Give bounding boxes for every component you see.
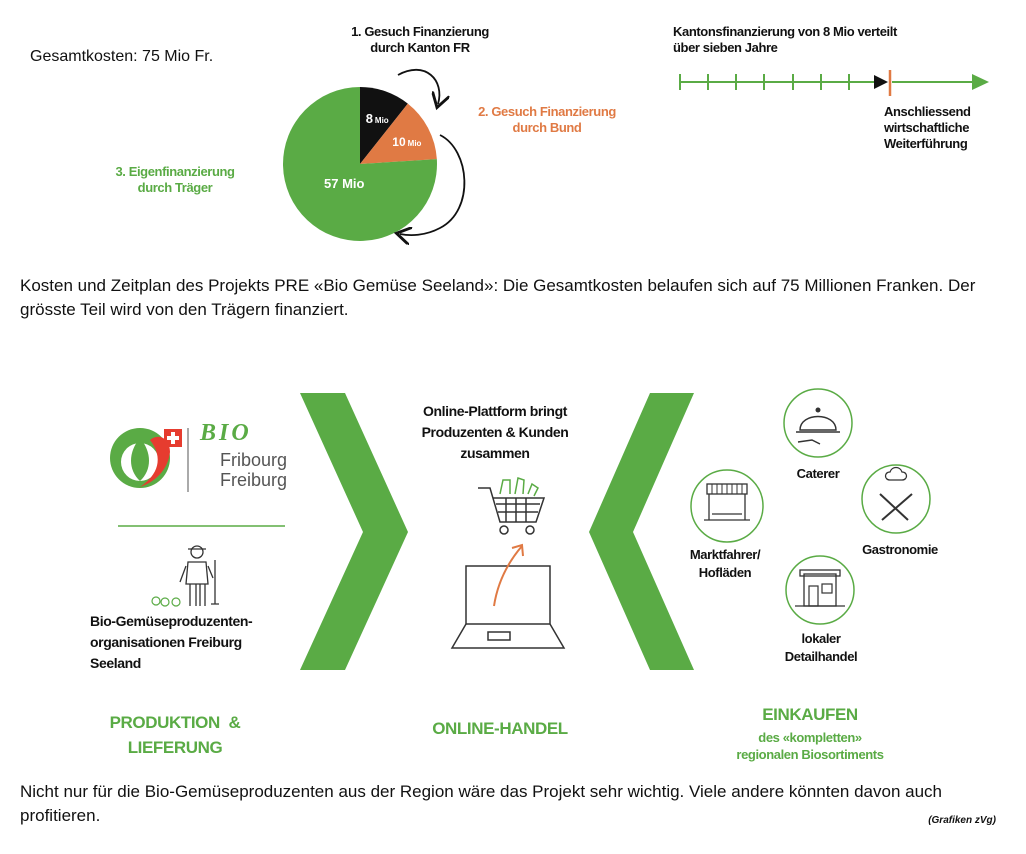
buy-sub-line1: des «kompletten» — [758, 730, 862, 745]
platform-line2: Produzenten & Kunden — [421, 424, 569, 440]
shop-icon — [786, 556, 854, 624]
timeline-after-line1: Anschliessend — [884, 104, 971, 119]
laptop-icon — [452, 566, 564, 648]
producer-line2: organisationen Freiburg — [90, 634, 242, 650]
timeline-after-line3: Weiterführung — [884, 136, 968, 151]
total-costs-label: Gesamtkosten: 75 Mio Fr. — [30, 48, 214, 65]
caption-impact: Nicht nur für die Bio-Gemüseproduzenten aus der Region wäre das Projekt sehr wichtig. Viele andere könnten davon auch profitieren. — [20, 782, 943, 825]
bund-label-line1: 2. Gesuch Finanzierung — [478, 104, 616, 119]
caterer-icon — [784, 389, 852, 457]
own-financing-label — [100, 164, 250, 196]
section-online: ONLINE-HANDEL — [432, 719, 568, 738]
canton-financing-label — [330, 24, 510, 56]
platform-line1: Online-Plattform bringt — [422, 403, 567, 419]
logo-line1: Fribourg — [220, 450, 288, 470]
logo-line2: Freiburg — [220, 470, 288, 490]
image-credit: (Grafiken zVg) — [928, 815, 996, 826]
buy-sub-line2: regionalen Biosortiments — [736, 747, 884, 762]
gastronomy-icon — [862, 465, 930, 533]
upload-arrow-icon — [494, 545, 523, 606]
farmer-icon — [180, 546, 219, 606]
shopping-cart-icon — [478, 478, 544, 534]
producer-line3: Seeland — [90, 655, 141, 671]
retail-line1: lokaler — [801, 631, 841, 646]
timeline-after-line2: wirtschaftliche — [884, 120, 970, 135]
canton-label-line1: 1. Gesuch Finanzierung — [351, 24, 489, 39]
timeline — [680, 70, 989, 96]
bund-label-line2: durch Bund — [512, 120, 582, 135]
pie-value-bund: 10 Mio — [392, 134, 422, 149]
producer-line1: Bio-Gemüseproduzenten- — [90, 613, 253, 629]
pie-value-canton: 8 Mio — [365, 110, 389, 126]
chevron-right-shape — [300, 393, 408, 670]
section-buy: EINKAUFEN — [762, 705, 858, 724]
vegetables-icon — [152, 597, 180, 606]
own-label-line2: durch Träger — [137, 180, 213, 195]
platform-line3: zusammen — [460, 445, 530, 461]
logo-location-text — [220, 450, 287, 490]
market-line2: Hofläden — [698, 565, 752, 580]
platform-label — [405, 401, 585, 464]
pie-value-own: 57 Mio — [324, 176, 365, 191]
curved-arrow-canton — [398, 70, 439, 104]
production-line2: LIEFERUNG — [127, 738, 223, 757]
timeline-title — [673, 24, 933, 56]
producer-label — [90, 611, 310, 674]
section-buy-sub — [710, 729, 910, 763]
cost-pie-chart — [283, 87, 437, 241]
market-stall-icon — [691, 470, 763, 542]
section-production — [90, 710, 260, 760]
logo-bio-text: BIO — [200, 420, 252, 446]
retail-line2: Detailhandel — [784, 649, 858, 664]
chevron-left-shape — [589, 393, 694, 670]
own-label-line1: 3. Eigenfinanzierung — [115, 164, 235, 179]
gastronomy-label: Gastronomie — [862, 542, 938, 557]
caption-costs: Kosten und Zeitplan des Projekts PRE «Bio Gemüse Seeland»: Die Gesamtkosten belaufen sich auf 75 Millionen Franken. Der grösste Teil wird von den Trägern finanziert. — [20, 276, 976, 319]
market-line1: Marktfahrer/ — [689, 547, 761, 562]
bio-leaf-logo-icon — [110, 428, 182, 488]
caterer-label: Caterer — [796, 466, 840, 481]
production-line1: PRODUKTION & — [109, 713, 241, 732]
bund-financing-label — [462, 104, 632, 136]
timeline-title-line1: Kantonsfinanzierung von 8 Mio verteilt — [673, 24, 897, 39]
timeline-after-label — [884, 104, 1004, 152]
timeline-title-line2: über sieben Jahre — [673, 40, 778, 55]
market-label — [675, 546, 775, 582]
retail-label — [766, 630, 876, 666]
canton-label-line2: durch Kanton FR — [370, 40, 470, 55]
